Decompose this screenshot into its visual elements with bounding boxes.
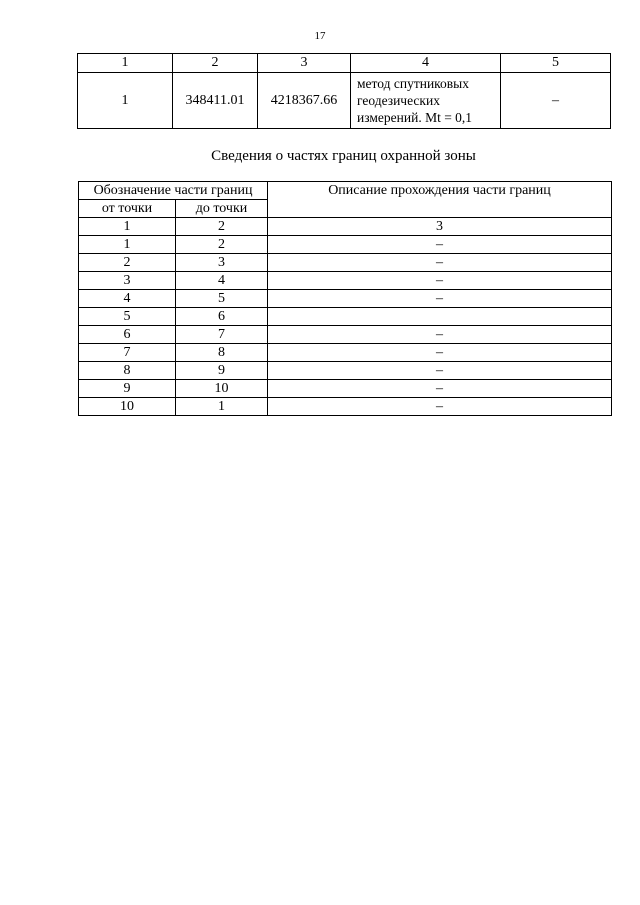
description-cell: – <box>268 362 612 380</box>
coordinates-table <box>77 53 611 129</box>
table-row <box>79 272 612 290</box>
to-point-cell: 6 <box>176 308 268 326</box>
table-row <box>78 73 611 129</box>
table-row <box>79 236 612 254</box>
from-point-cell: 3 <box>79 272 176 290</box>
page-number: 17 <box>314 30 326 42</box>
to-point-cell: 9 <box>176 362 268 380</box>
to-point-cell: 1 <box>176 398 268 416</box>
header-cell: 4 <box>351 54 501 73</box>
from-point-cell: 6 <box>79 326 176 344</box>
table-header-row <box>78 54 611 73</box>
description-header-cell: Описание прохождения части границ <box>268 182 612 218</box>
table-header-row <box>79 182 612 200</box>
to-point-cell: 4 <box>176 272 268 290</box>
from-point-cell: 9 <box>79 380 176 398</box>
from-point-cell: 2 <box>79 254 176 272</box>
group-header-cell: Обозначение части границ <box>79 182 268 200</box>
column-numbering-row <box>79 218 612 236</box>
point-number-cell: 1 <box>78 73 173 129</box>
description-cell <box>268 308 612 326</box>
table-row <box>79 254 612 272</box>
description-cell: – <box>268 290 612 308</box>
to-point-cell: 2 <box>176 236 268 254</box>
description-cell: – <box>268 236 612 254</box>
to-point-cell: 5 <box>176 290 268 308</box>
section-title: Сведения о частях границ охранной зоны <box>211 148 476 164</box>
column-number-cell: 3 <box>268 218 612 236</box>
header-cell: 3 <box>258 54 351 73</box>
to-point-cell: 7 <box>176 326 268 344</box>
header-cell: 5 <box>501 54 611 73</box>
column-number-cell: 2 <box>176 218 268 236</box>
to-point-cell: 3 <box>176 254 268 272</box>
from-point-header: от точки <box>79 200 176 218</box>
description-cell: – <box>268 326 612 344</box>
description-cell: – <box>268 344 612 362</box>
from-point-cell: 1 <box>79 236 176 254</box>
header-cell: 2 <box>173 54 258 73</box>
table-row <box>79 290 612 308</box>
table-row <box>79 308 612 326</box>
to-point-cell: 10 <box>176 380 268 398</box>
method-cell <box>351 73 501 129</box>
table-row <box>79 398 612 416</box>
to-point-cell: 8 <box>176 344 268 362</box>
from-point-cell: 7 <box>79 344 176 362</box>
table-row <box>79 380 612 398</box>
table-row <box>79 362 612 380</box>
method-line: измерений. Mt = 0,1 <box>357 110 473 125</box>
boundary-parts-table <box>78 181 612 416</box>
to-point-header: до точки <box>176 200 268 218</box>
col5-cell: – <box>501 73 611 129</box>
description-cell: – <box>268 398 612 416</box>
from-point-cell: 10 <box>79 398 176 416</box>
from-point-cell: 4 <box>79 290 176 308</box>
description-cell: – <box>268 380 612 398</box>
from-point-cell: 5 <box>79 308 176 326</box>
description-cell: – <box>268 272 612 290</box>
description-cell: – <box>268 254 612 272</box>
method-line: метод спутниковых <box>357 76 469 91</box>
column-number-cell: 1 <box>79 218 176 236</box>
method-line: геодезических <box>357 93 440 108</box>
from-point-cell: 8 <box>79 362 176 380</box>
table-row <box>79 326 612 344</box>
table-row <box>79 344 612 362</box>
x-coordinate-cell: 348411.01 <box>173 73 258 129</box>
y-coordinate-cell: 4218367.66 <box>258 73 351 129</box>
header-cell: 1 <box>78 54 173 73</box>
